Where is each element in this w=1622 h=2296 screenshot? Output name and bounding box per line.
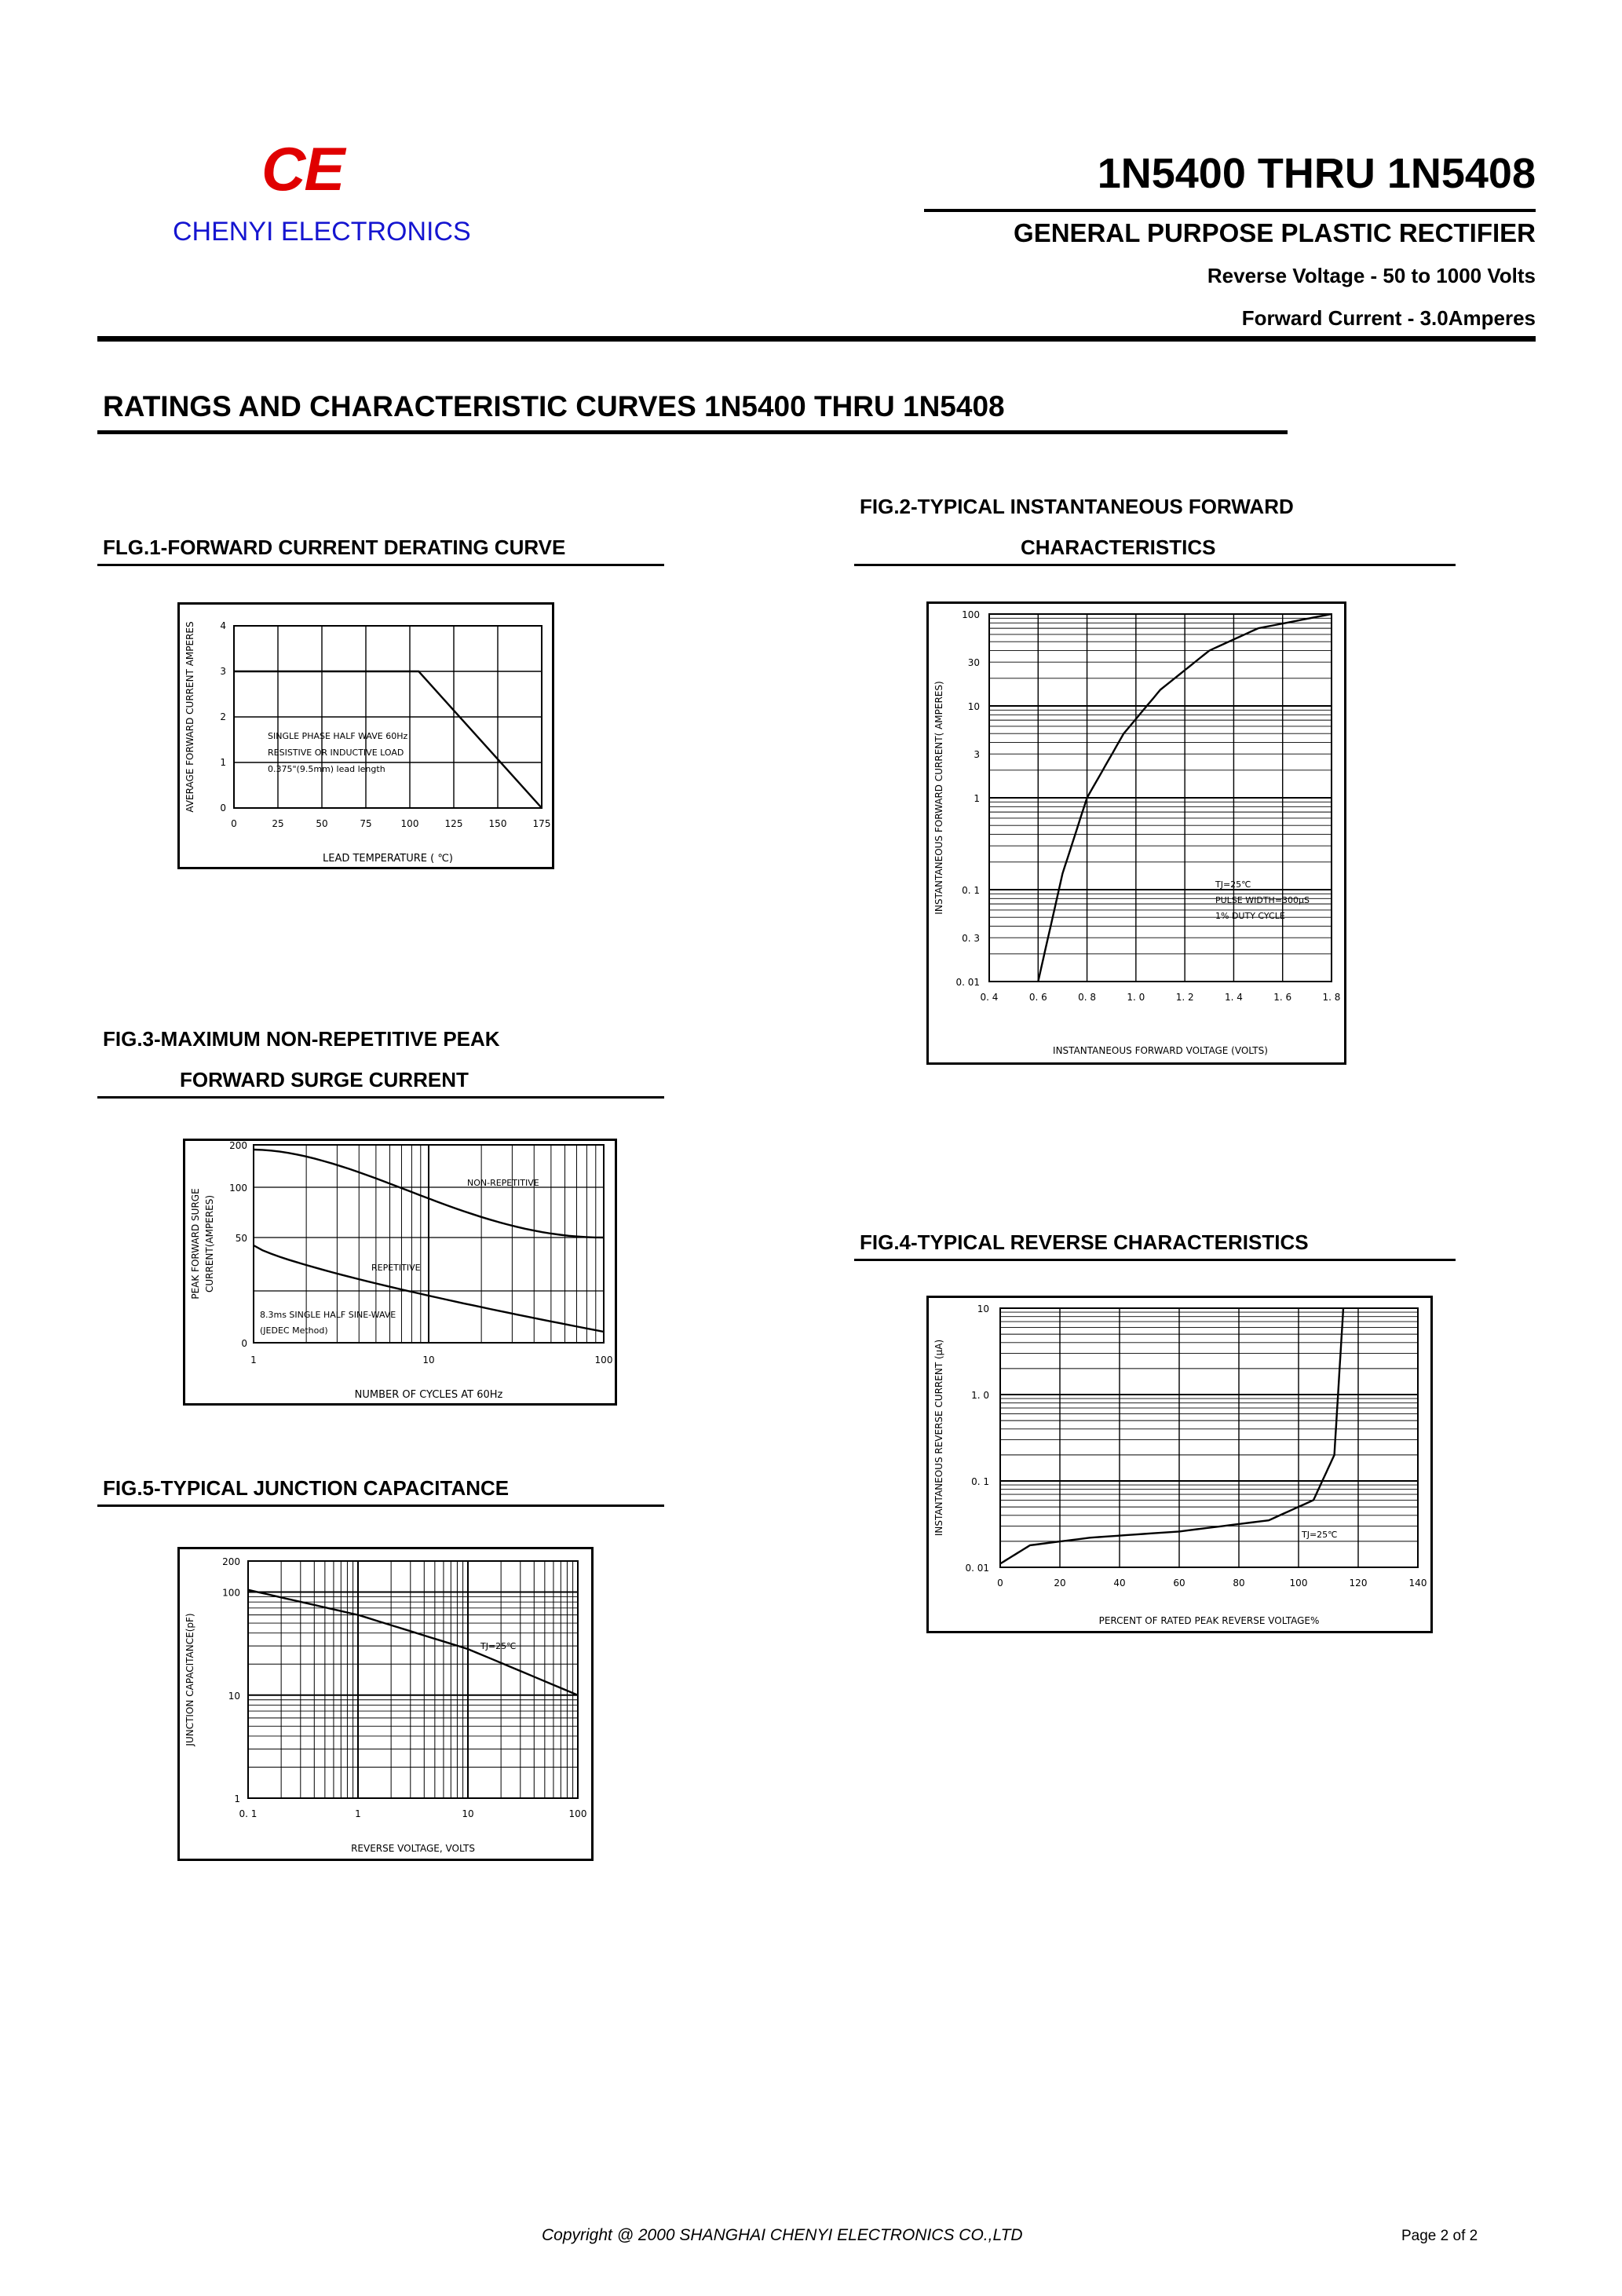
fig2-x-tick-label: 1. 4 bbox=[1224, 992, 1243, 1003]
fig2-y-tick-label: 10 bbox=[967, 701, 980, 712]
part-range-title: 1N5400 THRU 1N5408 bbox=[1097, 150, 1536, 197]
fig1-x-tick-label: 100 bbox=[400, 818, 419, 829]
fig4-y-tick-label: 10 bbox=[977, 1303, 989, 1314]
fig5-y-tick-label: 200 bbox=[222, 1556, 240, 1567]
fig2-y-tick-label: 0. 3 bbox=[962, 933, 980, 945]
fig2-y-tick-label: 30 bbox=[967, 657, 980, 669]
fig4-x-axis-label: PERCENT OF RATED PEAK REVERSE VOLTAGE% bbox=[1098, 1615, 1320, 1626]
fig3-x-axis-label: NUMBER OF CYCLES AT 60Hz bbox=[354, 1389, 503, 1401]
fig3-y-tick-label: 0 bbox=[241, 1338, 247, 1349]
fig5-annotation: TJ=25℃ bbox=[480, 1641, 517, 1651]
fig4-x-tick-label: 80 bbox=[1233, 1578, 1245, 1589]
fig3-y-tick-label: 100 bbox=[229, 1183, 247, 1194]
fig2-annotation: TJ=25℃ bbox=[1215, 879, 1251, 890]
fig1-x-tick-label: 150 bbox=[488, 818, 507, 829]
fig2-x-tick-label: 1. 2 bbox=[1175, 992, 1194, 1003]
fig3-y-axis-label: PEAK FORWARD SURGE bbox=[190, 1188, 201, 1300]
fig2-y-tick-label: 1 bbox=[974, 793, 980, 804]
fig2-x-tick-label: 1. 8 bbox=[1322, 992, 1341, 1003]
fig5-x-tick-label: 10 bbox=[462, 1808, 474, 1819]
section-rule bbox=[97, 430, 1288, 434]
fig1-x-tick-label: 50 bbox=[316, 818, 328, 829]
fig5-x-tick-label: 1 bbox=[355, 1808, 361, 1819]
fig2-x-tick-label: 0. 6 bbox=[1028, 992, 1047, 1003]
fig1-y-axis-label: AVERAGE FORWARD CURRENT AMPERES bbox=[184, 621, 195, 813]
fig3-chart bbox=[183, 1139, 617, 1406]
header-rule bbox=[924, 209, 1536, 212]
fig3-title-rule bbox=[97, 1096, 664, 1099]
fig4-title: FIG.4-TYPICAL REVERSE CHARACTERISTICS bbox=[860, 1230, 1309, 1254]
forward-current-spec: Forward Current - 3.0Amperes bbox=[1241, 306, 1536, 330]
fig5-x-tick-label: 100 bbox=[568, 1808, 587, 1819]
fig4-y-axis-label: INSTANTANEOUS REVERSE CURRENT (μA) bbox=[933, 1339, 944, 1537]
fig2-x-tick-label: 1. 6 bbox=[1273, 992, 1292, 1003]
fig5-x-axis-label: REVERSE VOLTAGE, VOLTS bbox=[351, 1843, 475, 1854]
section-title: RATINGS AND CHARACTERISTIC CURVES 1N5400 THRU 1N5408 bbox=[103, 390, 1005, 422]
product-subtitle: GENERAL PURPOSE PLASTIC RECTIFIER bbox=[1014, 218, 1536, 247]
fig4-x-tick-label: 40 bbox=[1113, 1578, 1126, 1589]
fig1-x-tick-label: 25 bbox=[272, 818, 284, 829]
fig2-annotation: PULSE WIDTH=300μS bbox=[1215, 895, 1310, 905]
company-logo: CE bbox=[261, 134, 344, 203]
page-number: Page 2 of 2 bbox=[1401, 2228, 1478, 2244]
fig4-svg bbox=[926, 1296, 1433, 1633]
fig1-y-tick-label: 2 bbox=[220, 711, 226, 722]
fig1-x-tick-label: 0 bbox=[231, 818, 237, 829]
fig2-annotation: 1% DUTY CYCLE bbox=[1215, 911, 1285, 921]
copyright-footer: Copyright @ 2000 SHANGHAI CHENYI ELECTRONICS CO.,LTD bbox=[542, 2226, 1023, 2244]
fig2-chart bbox=[926, 601, 1346, 1065]
fig4-x-tick-label: 120 bbox=[1349, 1578, 1368, 1589]
fig4-x-tick-label: 140 bbox=[1408, 1578, 1427, 1589]
fig1-annotation: SINGLE PHASE HALF WAVE 60Hz bbox=[268, 731, 408, 741]
fig4-reverse-curve bbox=[1000, 1308, 1343, 1563]
fig2-svg bbox=[926, 601, 1346, 1065]
fig3-x-tick-label: 1 bbox=[250, 1355, 257, 1366]
fig1-x-tick-label: 125 bbox=[444, 818, 463, 829]
fig3-curve-label: NON-REPETITIVE bbox=[467, 1178, 539, 1188]
fig3-y-tick-label: 50 bbox=[235, 1233, 247, 1244]
fig5-y-tick-label: 100 bbox=[222, 1587, 240, 1599]
fig2-x-tick-label: 0. 4 bbox=[980, 992, 999, 1003]
fig2-y-tick-label: 0. 01 bbox=[955, 977, 980, 988]
fig2-y-tick-label: 3 bbox=[974, 749, 980, 761]
fig4-x-tick-label: 100 bbox=[1289, 1578, 1308, 1589]
fig5-svg bbox=[177, 1547, 594, 1861]
fig5-y-tick-label: 1 bbox=[234, 1793, 240, 1804]
fig1-x-axis-label: LEAD TEMPERATURE ( ℃) bbox=[322, 853, 454, 865]
fig4-title-rule bbox=[854, 1259, 1456, 1261]
fig1-annotation: 0.375"(9.5mm) lead length bbox=[268, 764, 385, 774]
fig3-annotation: 8.3ms SINGLE HALF SINE-WAVE bbox=[260, 1310, 396, 1320]
fig1-y-tick-label: 1 bbox=[220, 757, 226, 768]
fig3-curve-label: REPETITIVE bbox=[371, 1263, 421, 1273]
fig2-y-axis-label: INSTANTANEOUS FORWARD CURRENT( AMPERES) bbox=[933, 681, 944, 915]
fig4-x-tick-label: 20 bbox=[1054, 1578, 1066, 1589]
fig1-annotation: RESISTIVE OR INDUCTIVE LOAD bbox=[268, 748, 404, 758]
fig1-title-rule bbox=[97, 564, 664, 566]
fig5-title: FIG.5-TYPICAL JUNCTION CAPACITANCE bbox=[103, 1476, 510, 1500]
fig2-title-line2: CHARACTERISTICS bbox=[1021, 536, 1216, 559]
fig3-y-axis-label: CURRENT(AMPERES) bbox=[204, 1194, 215, 1293]
fig4-y-tick-label: 1. 0 bbox=[971, 1390, 989, 1401]
fig1-chart bbox=[177, 602, 554, 869]
fig3-y-tick-label: 200 bbox=[229, 1140, 247, 1151]
fig2-x-tick-label: 1. 0 bbox=[1127, 992, 1145, 1003]
fig2-y-tick-label: 100 bbox=[962, 609, 980, 620]
fig3-x-tick-label: 100 bbox=[594, 1355, 613, 1366]
fig4-chart bbox=[926, 1296, 1433, 1633]
fig3-title-line2: FORWARD SURGE CURRENT bbox=[180, 1068, 469, 1091]
fig5-y-tick-label: 10 bbox=[228, 1690, 240, 1702]
fig1-svg bbox=[177, 602, 554, 869]
header-divider bbox=[97, 336, 1536, 342]
fig5-x-tick-label: 0. 1 bbox=[239, 1808, 258, 1819]
fig2-x-tick-label: 0. 8 bbox=[1078, 992, 1097, 1003]
fig2-y-tick-label: 0. 1 bbox=[962, 885, 980, 896]
fig2-title-rule bbox=[854, 564, 1456, 566]
fig3-x-tick-label: 10 bbox=[422, 1355, 435, 1366]
fig5-title-rule bbox=[97, 1504, 664, 1507]
fig5-y-axis-label: JUNCTION CAPACITANCE(pF) bbox=[184, 1613, 195, 1746]
fig1-x-tick-label: 175 bbox=[532, 818, 551, 829]
fig1-title: FLG.1-FORWARD CURRENT DERATING CURVE bbox=[103, 536, 566, 559]
company-name: CHENYI ELECTRONICS bbox=[173, 217, 471, 247]
fig2-x-axis-label: INSTANTANEOUS FORWARD VOLTAGE (VOLTS) bbox=[1053, 1045, 1268, 1056]
fig1-y-tick-label: 4 bbox=[220, 620, 226, 631]
fig1-y-tick-label: 3 bbox=[220, 666, 226, 677]
reverse-voltage-spec: Reverse Voltage - 50 to 1000 Volts bbox=[1207, 264, 1536, 287]
fig5-chart bbox=[177, 1547, 594, 1861]
fig4-y-tick-label: 0. 1 bbox=[971, 1476, 989, 1487]
fig3-annotation: (JEDEC Method) bbox=[260, 1325, 328, 1336]
fig2-title-line1: FIG.2-TYPICAL INSTANTANEOUS FORWARD bbox=[860, 495, 1294, 518]
fig1-y-tick-label: 0 bbox=[220, 803, 226, 813]
fig4-annotation: TJ=25℃ bbox=[1302, 1530, 1338, 1540]
fig4-x-tick-label: 0 bbox=[997, 1578, 1003, 1589]
fig4-x-tick-label: 60 bbox=[1173, 1578, 1185, 1589]
fig1-x-tick-label: 75 bbox=[360, 818, 372, 829]
fig5-capacitance-curve bbox=[248, 1590, 578, 1695]
fig3-title-line1: FIG.3-MAXIMUM NON-REPETITIVE PEAK bbox=[103, 1027, 500, 1051]
fig3-svg bbox=[183, 1139, 617, 1406]
fig4-y-tick-label: 0. 01 bbox=[965, 1563, 989, 1574]
